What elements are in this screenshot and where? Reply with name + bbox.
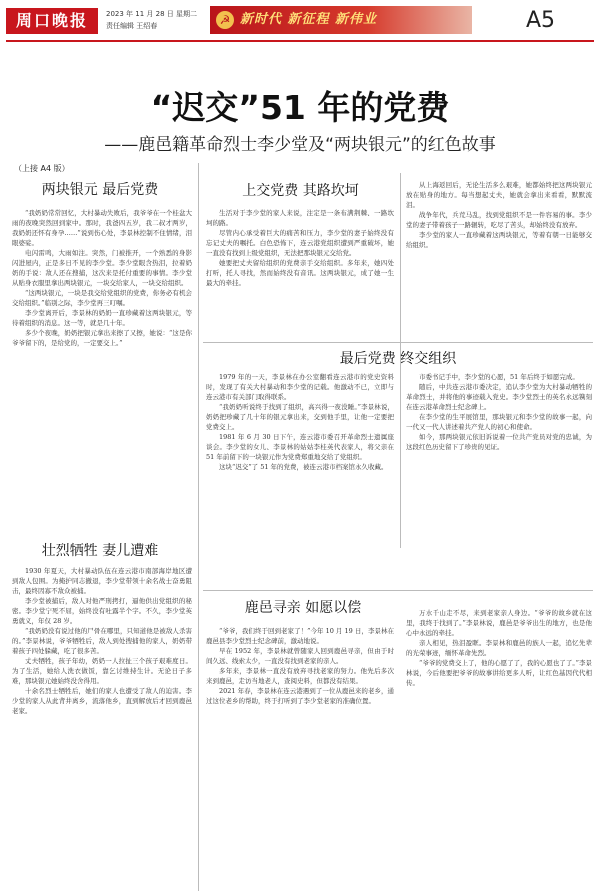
paragraph: 随后，中共连云港市委决定，追认李少堂为大村暴动牺牲的革命烈士，并将他的事迹载入党史。李少堂烈士的英名永远镌刻在连云港革命烈士纪念碑上。 bbox=[406, 383, 592, 411]
section-body bbox=[206, 372, 394, 584]
section-divider bbox=[203, 342, 593, 343]
paragraph: 生活对于李少堂的家人来说，注定是一条布满荆棘、一路坎坷的路。 bbox=[206, 209, 394, 227]
paragraph: “爷爷的党费交上了，他的心愿了了，我的心愿也了了。”李景林说，今后他要把爷爷的故事讲给更多人听，让红色基因代代相传。 bbox=[406, 659, 592, 687]
article-subheadline: ——鹿邑籍革命烈士李少堂及“两块银元”的红色故事 bbox=[104, 135, 496, 155]
page-number: A5 bbox=[526, 8, 556, 33]
editor-credit: 责任编辑 王绍春 bbox=[106, 22, 158, 30]
section-body bbox=[406, 180, 592, 338]
paragraph: 多年来，李景林一直没有放弃寻找老家的努力。他先后多次来到鹿邑，走访当地老人，查阅史料，但都没有结果。 bbox=[206, 667, 394, 685]
paragraph: 亲人相见，热泪盈眶。李景林和鹿邑的族人一起，追忆先辈的光荣事迹，缅怀革命先烈。 bbox=[406, 639, 592, 657]
paragraph: 1930 年夏天，大村暴动队伍在连云港市南部海岸地区遭到敌人包围。为掩护同志撤退，李少堂带领十余名战士奋勇阻击，最终因寡不敌众被捕。 bbox=[12, 567, 192, 595]
paragraph: “我奶奶常常回忆，大村暴动失败后，我爷爷在一个桂盆大雨的夜晚突然回到家中。那时，我爸四五岁，我二叔才两岁，我奶奶还怀有身孕……”说到伤心处，李景林控制不住情绪，泪眼婆娑。 bbox=[12, 209, 192, 247]
paragraph: 万水千山走不尽，来到老家亲人身边。“爷爷的故乡就在这里，我终于找到了。”李景林说，鹿邑是爷爷出生的地方，也是他心中永远的牵挂。 bbox=[406, 609, 592, 637]
paragraph: 十余名烈士牺牲后，她们的家人也遭受了敌人的迫害。李少堂的家人从此背井离乡，流落他乡，直到解放后才回到鹿邑老家。 bbox=[12, 687, 192, 715]
section-body bbox=[406, 608, 592, 888]
section-body bbox=[206, 626, 394, 888]
page-header bbox=[0, 0, 600, 44]
paragraph: 她要把丈夫留给组织的党费亲手交给组织。多年来，她四处打听，托人寻找，然而始终没有音讯。这两块银元，成了她一生最大的牵挂。 bbox=[206, 259, 394, 287]
section-body bbox=[12, 566, 192, 888]
column-divider bbox=[198, 163, 199, 891]
paragraph: “我奶奶没有说过他的尸骨在哪里，只知道他是被敌人杀害的。”李景林说，爷爷牺牲后，敌人到处搜捕他的家人，奶奶带着孩子四处躲藏，吃了很多苦。 bbox=[12, 627, 192, 655]
paragraph: 李少堂离开后，李景林的奶奶一直珍藏着这两块银元，等待着组织的消息。这一等，就是几十年。 bbox=[12, 309, 192, 327]
section-body bbox=[206, 208, 394, 336]
paragraph: 市委书记手中，李少堂的心愿，51 年后终于如愿完成。 bbox=[419, 373, 579, 381]
paragraph: 电闪雷鸣，大雨如注。突然，门被推开，一个熟悉的身影闪进屋内，正是多日不见的李少堂。李少堂眼含热泪，拉着奶奶的手说：敌人还在搜捕，这次来是托付重要的事情。李少堂从贴身衣服里拿出两块银元，一块交给家人，一块交给组织。 bbox=[12, 249, 192, 287]
paragraph: 如今，那两块银元依旧诉说着一位共产党员对党的忠诚，为这段红色历史留下了珍贵的见证。 bbox=[406, 433, 592, 451]
section-body bbox=[12, 208, 192, 530]
section-title: 鹿邑寻亲 如愿以偿 bbox=[244, 600, 362, 616]
paragraph: “这两块银元，一块是我交给党组织的党费，你务必有机会交给组织。”临别之际，李少堂再三叮嘱。 bbox=[12, 289, 192, 307]
party-emblem-icon: ☭ bbox=[216, 11, 234, 29]
paragraph: 李少堂的家人一直珍藏着这两块银元，等着有朝一日能够交给组织。 bbox=[406, 231, 592, 249]
section-title: 壮烈牺牲 妻儿遭难 bbox=[41, 543, 159, 559]
paragraph: 在李少堂的生平展馆里，那块银元和李少堂的故事一起，向一代又一代人讲述着共产党人的初心和使命。 bbox=[406, 413, 592, 431]
section-divider bbox=[203, 590, 593, 591]
paragraph: 1981 年 6 月 30 日下午，连云港市委召开革命烈士遗属座谈会。李少堂的女儿、李景林的姑姑李桂英代表家人，将父亲在 51 年前留下的一块银元作为党费郑重地交给了党组织。 bbox=[206, 433, 394, 461]
section-body bbox=[406, 372, 592, 584]
banner-slogan: 新时代 新征程 新伟业 bbox=[240, 12, 378, 27]
paragraph: “爷爷，我们终于回到老家了！”今年 10 月 19 日，李景林在鹿邑县李少堂烈士纪念碑前，激动地说。 bbox=[206, 627, 394, 645]
newspaper-masthead: 周口晚报 bbox=[6, 8, 98, 34]
paragraph: 尽管内心承受着巨大的痛苦和压力，李少堂的妻子始终没有忘记丈夫的嘱托。白色恐怖下，连云港党组织遭到严重破坏，她一直没有找到上级党组织，无法把那块银元交给党。 bbox=[206, 229, 394, 257]
paragraph: 李少堂被捕后，敌人对他严刑拷打，逼他供出党组织的秘密。李少堂宁死不屈，始终没有吐露半个字。不久，李少堂英勇就义，年仅 28 岁。 bbox=[12, 597, 192, 625]
paragraph: 1979 年的一天，李景林在办公室翻看连云港市的党史资料时，发现了有关大村暴动和李少堂的记载。他激动不已，立即与连云港市有关部门取得联系。 bbox=[206, 373, 394, 401]
section-title: 上交党费 其路坎坷 bbox=[242, 183, 359, 199]
paragraph: 从上海返回后，无论生活多么艰难，她都始终把这两块银元放在贴身的地方。每当想起丈夫，她就会拿出来看看，默默流泪。 bbox=[406, 181, 592, 209]
paragraph: “我奶奶听说终于找到了组织，高兴得一夜没睡。”李景林说，奶奶把珍藏了几十年的银元拿出来，交到他手里，让他一定要把党费交上。 bbox=[206, 403, 394, 431]
paragraph: 丈夫牺牲，孩子年幼，奶奶一人拉扯三个孩子艰难度日。为了生活，她给人洗衣做饭，靠乞讨维持生计。无论日子多难，那块银元她始终没舍得用。 bbox=[12, 657, 192, 685]
paragraph: 战争年代，兵荒马乱，找到党组织不是一件容易的事。李少堂的妻子带着孩子一路辗转，吃尽了苦头，却始终没有放弃。 bbox=[406, 211, 592, 229]
continued-from-note: （上接 A4 版） bbox=[14, 164, 70, 173]
paragraph: 早在 1952 年，李景林就曾随家人回到鹿邑寻亲，但由于时间久远、线索太少，一直没有找到老家的亲人。 bbox=[206, 647, 394, 665]
section-title: 最后党费 终交组织 bbox=[339, 351, 457, 367]
paragraph: 这块“迟交”了 51 年的党费，被连云港市档案馆永久收藏。 bbox=[219, 463, 388, 471]
header-divider bbox=[6, 40, 594, 42]
issue-date: 2023 年 11 月 28 日 星期二 bbox=[106, 10, 197, 18]
slogan-banner bbox=[210, 6, 472, 34]
section-title: 两块银元 最后党费 bbox=[41, 182, 159, 198]
paragraph: 2021 年春，李景林在连云港遇到了一位从鹿邑来的老乡，通过这位老乡的帮助，终于打听到了李少堂老家的准确位置。 bbox=[206, 687, 394, 705]
article-headline: “迟交”51 年的党费 bbox=[150, 88, 450, 127]
paragraph: 多少个夜晚，奶奶把银元拿出来擦了又擦，她说：“这是你爷爷留下的，是给党的，一定要交上。” bbox=[12, 329, 192, 347]
